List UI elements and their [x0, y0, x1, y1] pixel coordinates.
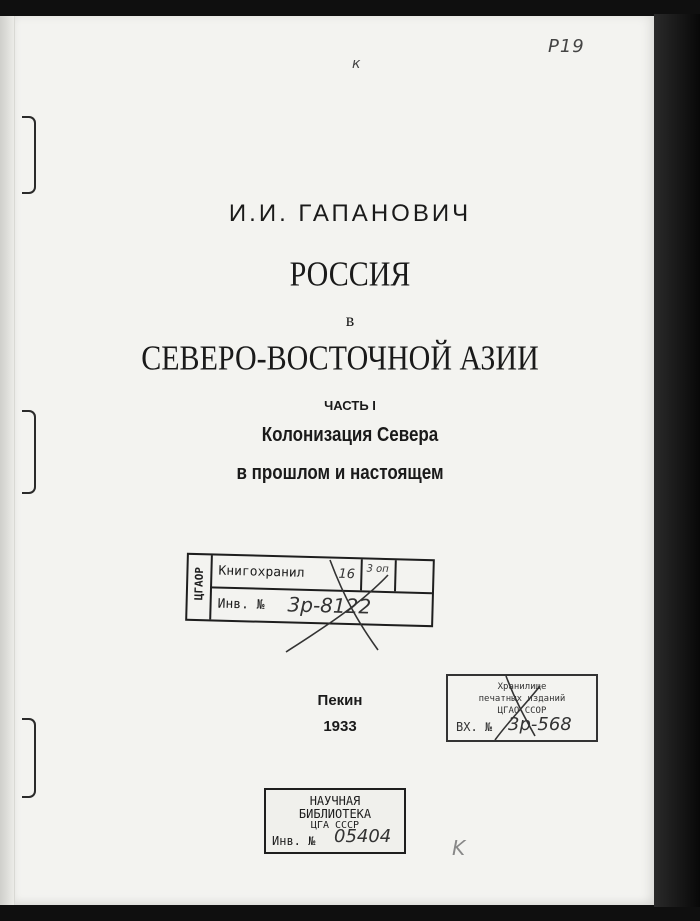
- stamp-label: Инв. №: [217, 596, 265, 613]
- title-preposition: в: [345, 310, 355, 330]
- stamp-value: 16: [338, 566, 356, 583]
- title-line-2: СЕВЕРО-ВОСТОЧНОЙ АЗИИ: [141, 339, 539, 378]
- stamp-line: БИБЛИОТЕКА: [298, 807, 372, 821]
- handwritten-mark-top: к: [352, 56, 361, 72]
- stamp-cell-value: 3 оп: [366, 563, 389, 576]
- stamp-value: 3р-568: [508, 714, 572, 735]
- title-line-1: РОССИЯ: [289, 255, 411, 294]
- stamp-line: печатных изданий: [478, 694, 566, 704]
- author-name: И.И. ГАПАНОВИЧ: [228, 200, 472, 227]
- stamp-line: ЦГА СССР: [310, 820, 360, 831]
- stamp-value: 3р-8122: [287, 592, 372, 619]
- stamp-label: Инв. №: [272, 834, 316, 848]
- stamp-org: ЦГАОР: [192, 566, 207, 601]
- stamp-value: 05404: [334, 826, 392, 847]
- stamp-line: ЦГАО ССОР: [497, 706, 547, 716]
- stamp-line: НАУЧНАЯ: [309, 794, 361, 808]
- publication-city: Пекин: [317, 692, 363, 709]
- catalog-code: Р19: [548, 36, 585, 57]
- subtitle-line-1: Колонизация Севера: [261, 424, 439, 446]
- stamp-label: Книгохранил: [218, 563, 305, 581]
- stamp-label: ВХ. №: [456, 720, 493, 734]
- part-label: ЧАСТЬ I: [324, 398, 376, 413]
- subtitle-line-2: в прошлом и настоящем: [236, 462, 444, 484]
- publication-year: 1933: [323, 718, 357, 735]
- stamp-line: Хранилище: [497, 682, 547, 692]
- handwritten-mark-bottom: K: [452, 836, 466, 860]
